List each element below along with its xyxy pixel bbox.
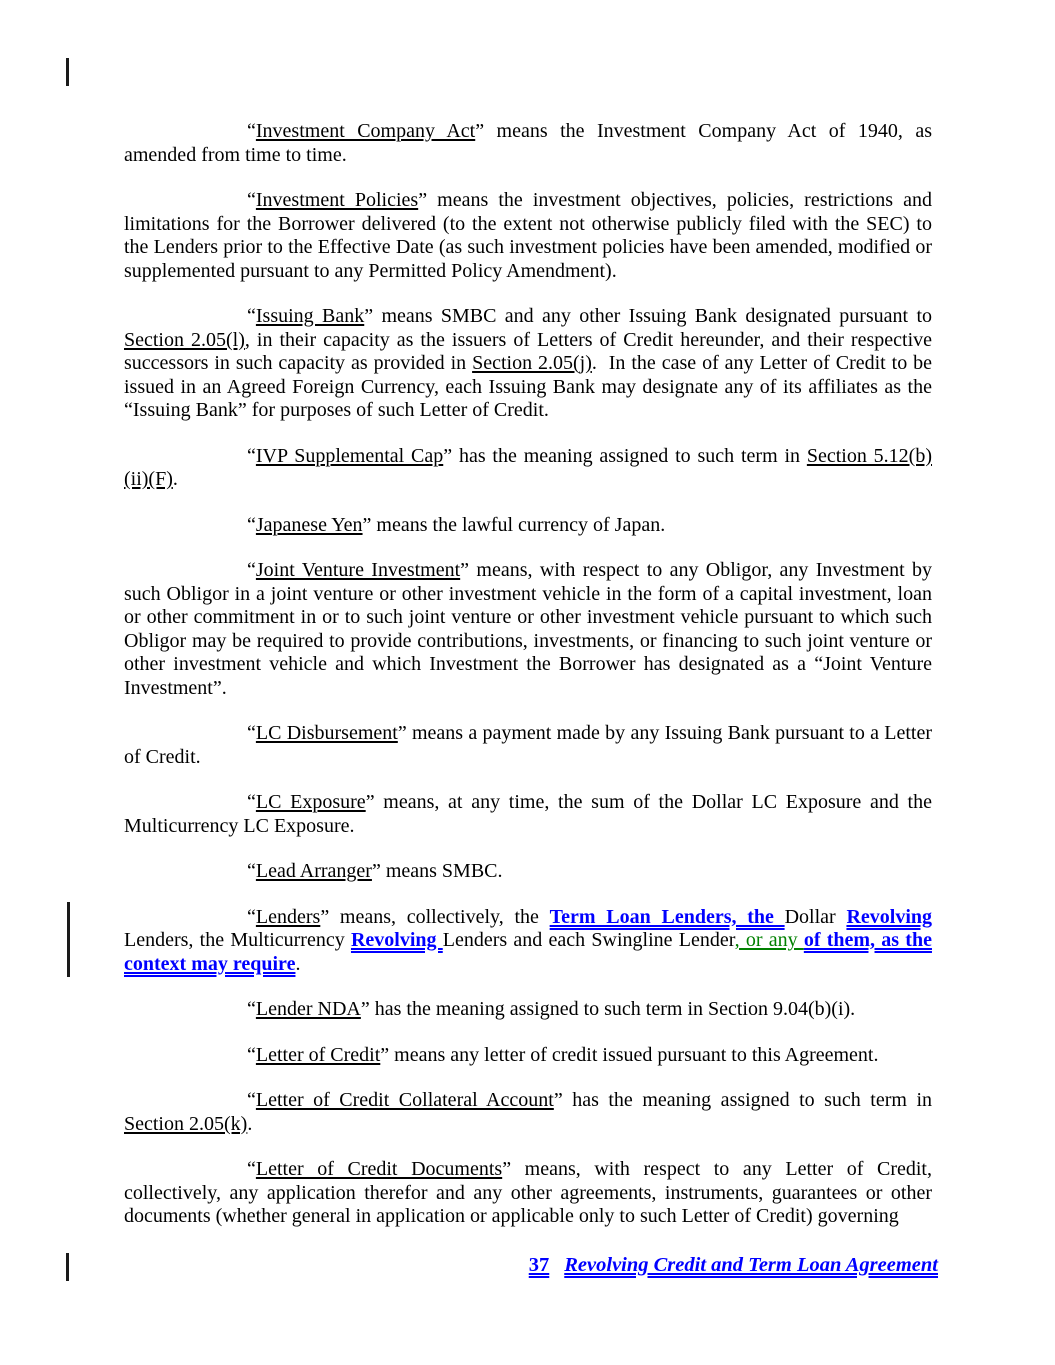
body-text: “	[247, 513, 256, 536]
body-text: ” means the lawful currency of Japan.	[362, 513, 666, 536]
underlined-text: Letter of Credit Documents	[255, 1158, 503, 1180]
body-text: “	[247, 860, 256, 882]
definition-paragraph	[124, 860, 932, 884]
body-text: Dollar	[784, 905, 847, 928]
underlined-text: Lead Arranger	[255, 860, 372, 882]
body-text: ” has the meaning assigned to such term in	[553, 1089, 933, 1111]
underlined-text: Joint Venture Investment	[255, 559, 461, 581]
underlined-text: Investment Company Act	[255, 120, 476, 142]
inserted-text-blue: Revolving	[350, 929, 443, 951]
body-text: “	[247, 120, 256, 142]
body-text: ” means, collectively, the	[320, 905, 550, 928]
body-text: “	[247, 791, 256, 813]
body-text: ” means, with respect to any Letter of Credit, collectively, any application therefor and any other agreements, instruments, guarantees or other documents (whether general in application or applicable only to such Letter of Credit) governing	[124, 1158, 932, 1227]
body-text: “	[247, 189, 256, 211]
underlined-text: Investment Policies	[255, 189, 419, 211]
body-text: “	[247, 1089, 256, 1111]
definition-paragraph	[124, 1044, 932, 1068]
definition-paragraph	[124, 791, 932, 838]
revision-change-bar	[66, 58, 69, 86]
underlined-text: Issuing Bank	[255, 305, 365, 327]
body-text: “	[247, 722, 256, 744]
underlined-text: IVP Supplemental Cap	[255, 444, 444, 467]
body-text: “	[247, 998, 256, 1020]
definition-paragraph	[124, 906, 932, 977]
body-text: “	[247, 905, 256, 928]
definition-paragraph	[124, 998, 932, 1022]
underlined-text: Section 2.05(j)	[472, 352, 592, 374]
body-text: ” has the meaning assigned to such term in Section 9.04(b)(i).	[360, 998, 856, 1020]
underlined-text: Section 2.05(k)	[124, 1112, 248, 1135]
body-text: Lenders and each Swingline Lender	[442, 929, 735, 951]
body-text: “	[247, 559, 256, 581]
definitions-text-block	[124, 120, 932, 1251]
inserted-text-blue: Revolving	[846, 905, 932, 928]
revision-change-bar	[66, 1253, 69, 1281]
underlined-text: Letter of Credit	[255, 1043, 381, 1066]
body-text: ” has the meaning assigned to such term in	[443, 444, 807, 467]
underlined-text: LC Disbursement	[255, 722, 398, 744]
definition-paragraph	[124, 514, 932, 538]
body-text: ” means the investment objectives, policies, restrictions and limitations for the Borrower delivered (to the extent not otherwise publicly filed with the SEC) to the Lenders prior to the Effective Date (as such investment policies have been amended, modified or supplemented pursuant to any Permitted Policy Amendment).	[124, 189, 933, 282]
body-text: Lenders, the Multicurrency	[124, 929, 351, 951]
inserted-text-blue: Term Loan Lenders, the	[549, 905, 785, 928]
body-text: ” means SMBC.	[371, 860, 503, 882]
body-text: . In the case of any Letter of Credit to be issued in an Agreed Foreign Currency, each Issuing Bank may designate any of its affiliates as the “Issuing Bank” for purposes of such Letter of Credit.	[124, 352, 933, 421]
body-text: ” means, with respect to any Obligor, any Investment by such Obligor in a joint venture or other investment vehicle in the form of a capital investment, loan or other commitment in or to such joint venture or other investment vehicle pursuant to which such Obligor may be required to provide contributions, investments, or financing to such joint venture or other investment vehicle and which Investment the Borrower has designated as a “Joint Venture Investment”.	[124, 559, 932, 699]
inserted-text-green: , or any	[734, 929, 804, 951]
body-text: ” means any letter of credit issued pursuant to this Agreement.	[380, 1043, 879, 1066]
body-text: “	[247, 1043, 256, 1066]
body-text: .	[172, 468, 178, 490]
document-title: Revolving Credit and Term Loan Agreement	[564, 1254, 938, 1276]
definition-paragraph	[124, 559, 932, 700]
body-text: .	[295, 952, 301, 975]
inserted-text-blue: of them, as the context may require	[124, 929, 932, 975]
definition-paragraph	[124, 120, 932, 167]
body-text: ” means the Investment Company Act of 1940, as amended from time to time.	[124, 120, 932, 166]
body-text: , in their capacity as the issuers of Letters of Credit hereunder, and their respective successors in such capacity as provided in	[124, 328, 932, 374]
underlined-text: Section 5.12(b)(ii)(F)	[124, 444, 933, 490]
underlined-text: Lenders	[255, 905, 321, 928]
underlined-text: Section 2.05(l)	[124, 328, 245, 351]
definition-paragraph	[124, 1158, 932, 1229]
definition-paragraph	[124, 305, 932, 423]
body-text: .	[247, 1112, 253, 1135]
body-text: ” means a payment made by any Issuing Bank pursuant to a Letter of Credit.	[124, 722, 932, 768]
body-text: ” means SMBC and any other Issuing Bank designated pursuant to	[364, 305, 932, 327]
underlined-text: LC Exposure	[255, 791, 366, 813]
page-number: 37	[528, 1254, 550, 1276]
underlined-text: Japanese Yen	[255, 513, 363, 536]
body-text: “	[247, 444, 256, 467]
underlined-text: Letter of Credit Collateral Account	[255, 1089, 554, 1111]
revision-change-bar	[67, 902, 70, 977]
definition-paragraph	[124, 1089, 932, 1136]
definition-paragraph	[124, 722, 932, 769]
body-text: “	[247, 1158, 256, 1180]
page-footer	[529, 1253, 938, 1277]
body-text: ” means, at any time, the sum of the Dollar LC Exposure and the Multicurrency LC Exposure.	[124, 791, 932, 837]
body-text: “	[247, 305, 256, 327]
definition-paragraph	[124, 445, 932, 492]
underlined-text: Lender NDA	[255, 998, 361, 1020]
definition-paragraph	[124, 189, 932, 283]
